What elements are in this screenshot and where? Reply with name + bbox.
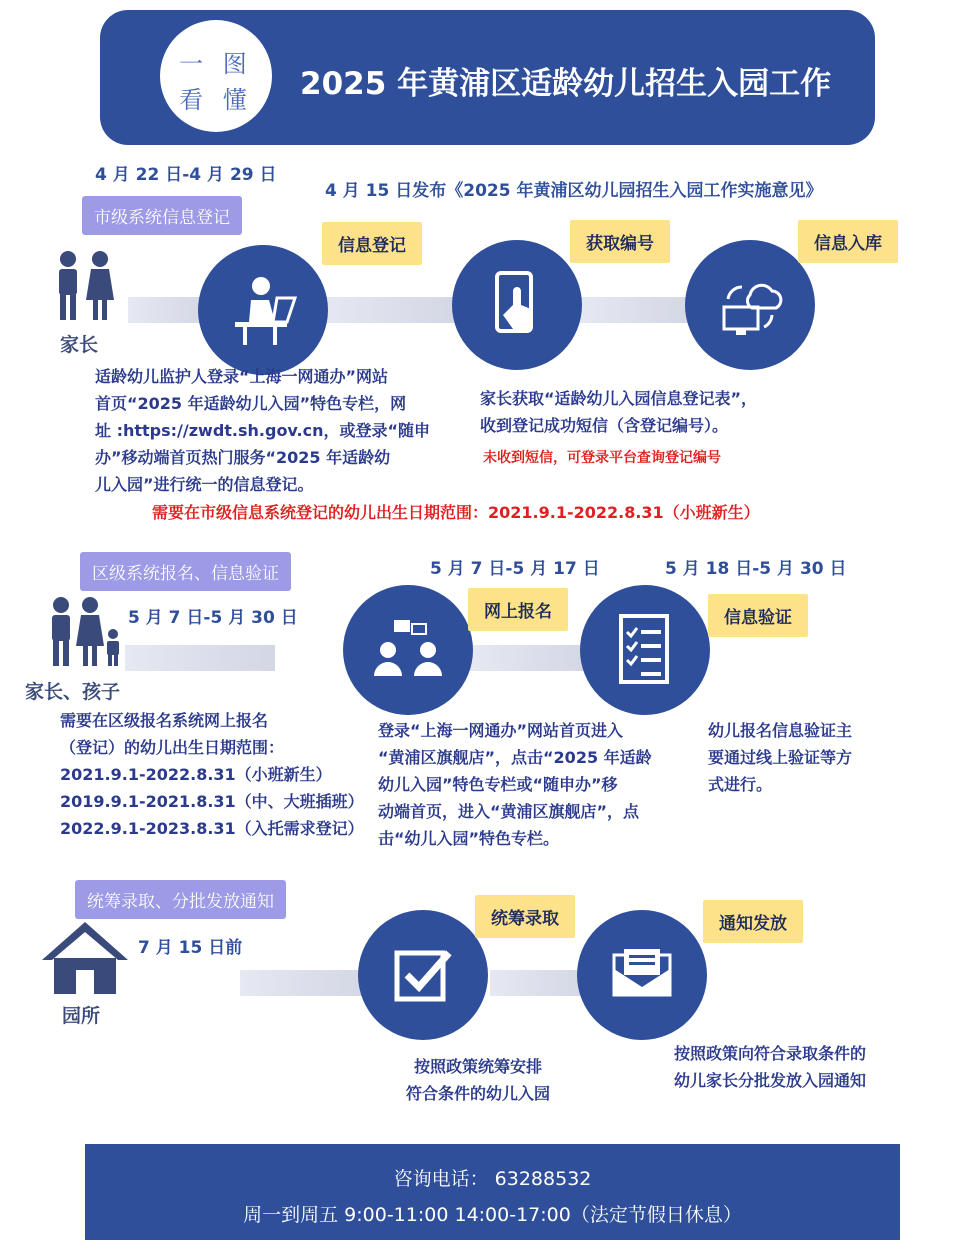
step-info-register: 信息登记 bbox=[322, 222, 422, 265]
cloud-sync-icon bbox=[710, 265, 790, 345]
badge-line1: 一 图 bbox=[179, 50, 253, 78]
flow-arrow bbox=[575, 297, 695, 323]
text-line: 击“幼儿入园”特色专栏。 bbox=[378, 829, 560, 848]
section2-tag: 区级系统报名、信息验证 bbox=[80, 552, 291, 591]
text-line: “黄浦区旗舰店”，点击“2025 年适龄 bbox=[378, 748, 652, 767]
text-line: 适龄幼儿监护人登录“上海一网通办”网站 bbox=[95, 367, 389, 386]
cloud-circle bbox=[685, 240, 815, 370]
checklist-icon bbox=[605, 610, 685, 690]
text-line: 登录“上海一网通办”网站首页进入 bbox=[378, 721, 624, 740]
flow-arrow bbox=[470, 645, 590, 671]
section1-date: 4 月 22 日-4 月 29 日 bbox=[95, 165, 277, 185]
section2-actor: 家长、孩子 bbox=[25, 681, 121, 703]
section1-note: 未收到短信，可登录平台查询登记编号 bbox=[483, 450, 721, 466]
text-line: 式进行。 bbox=[708, 775, 773, 794]
phone-circle bbox=[452, 240, 582, 370]
text-line: 按照政策统筹安排 bbox=[414, 1057, 543, 1076]
section1-desc-left bbox=[95, 363, 430, 498]
text-line: 符合条件的幼儿入园 bbox=[406, 1084, 551, 1103]
section3-desc-right bbox=[674, 1040, 866, 1094]
section3-tag: 统筹录取、分批发放通知 bbox=[75, 880, 286, 919]
text-line: 首页“2025 年适龄幼儿入园”特色专栏，网 bbox=[95, 394, 407, 413]
badge-line2: 看 懂 bbox=[179, 86, 253, 114]
text-line: 幼儿报名信息验证主 bbox=[708, 721, 853, 740]
text-line: 址 :https://zwdt.sh.gov.cn，或登录“随申 bbox=[95, 421, 431, 440]
section3-actor: 园所 bbox=[62, 1005, 101, 1027]
text-line: 按照政策向符合录取条件的 bbox=[674, 1044, 867, 1063]
step-info-store: 信息入库 bbox=[798, 220, 898, 263]
text-line: 幼儿家长分批发放入园通知 bbox=[674, 1071, 867, 1090]
step-admission: 统筹录取 bbox=[475, 895, 575, 938]
text-line: 动端首页，进入“黄浦区旗舰店”，点 bbox=[378, 802, 640, 821]
text-line: 需要在区级报名系统网上报名 bbox=[60, 711, 269, 730]
text-line: 要通过线上验证等方 bbox=[708, 748, 853, 767]
admit-circle bbox=[358, 910, 488, 1040]
checklist-circle bbox=[580, 585, 710, 715]
notice-circle bbox=[577, 910, 707, 1040]
section1-desc-mid bbox=[480, 385, 757, 439]
footer-hours: 周一到周五 9:00-11:00 14:00-17:00（法定节假日休息） bbox=[243, 1204, 742, 1226]
section3-date: 7 月 15 日前 bbox=[138, 938, 243, 958]
text-line: 2022.9.1-2023.8.31（入托需求登记） bbox=[60, 819, 364, 838]
envelope-icon bbox=[602, 935, 682, 1015]
section2-desc-left bbox=[60, 707, 364, 842]
checkbox-icon bbox=[383, 935, 463, 1015]
section3-desc-mid bbox=[406, 1053, 550, 1107]
text-line: 收到登记成功短信（含登记编号）。 bbox=[480, 416, 729, 435]
section2-date: 5 月 7 日-5 月 30 日 bbox=[128, 608, 298, 628]
text-line: 2021.9.1-2022.8.31（小班新生） bbox=[60, 765, 332, 784]
flow-arrow bbox=[125, 645, 275, 671]
parents-icon bbox=[50, 250, 120, 329]
badge-circle bbox=[160, 20, 272, 132]
flow-arrow bbox=[240, 970, 370, 996]
step-notify: 通知发放 bbox=[703, 900, 803, 943]
text-line: 幼儿入园”特色专栏或“随申办”移 bbox=[378, 775, 618, 794]
text-line: 办”移动端首页热门服务“2025 年适龄幼 bbox=[95, 448, 391, 467]
footer-banner bbox=[85, 1144, 900, 1240]
family-icon bbox=[45, 596, 125, 675]
register-circle bbox=[198, 245, 328, 375]
text-line: （登记）的幼儿出生日期范围： bbox=[60, 738, 285, 757]
step-online-apply: 网上报名 bbox=[468, 588, 568, 631]
text-line: 儿入园”进行统一的信息登记。 bbox=[95, 475, 314, 494]
section1-range: 需要在市级信息系统登记的幼儿出生日期范围：2021.9.1-2022.8.31（小班新生） bbox=[152, 503, 760, 522]
chat-circle bbox=[343, 585, 473, 715]
house-icon bbox=[40, 918, 130, 1000]
section2-date-step2: 5 月 18 日-5 月 30 日 bbox=[665, 559, 847, 579]
computer-user-icon bbox=[223, 270, 303, 350]
footer-phone: 咨询电话： 63288532 bbox=[393, 1168, 592, 1190]
page-title: 2025 年黄浦区适龄幼儿招生入园工作 bbox=[300, 66, 832, 102]
flow-arrow bbox=[128, 297, 208, 323]
section2-desc-right bbox=[708, 717, 852, 798]
flow-arrow bbox=[490, 970, 590, 996]
smartphone-icon bbox=[477, 265, 557, 345]
section1-tag: 市级系统信息登记 bbox=[82, 196, 242, 235]
text-line: 家长获取“适龄幼儿入园信息登记表”， bbox=[480, 389, 758, 408]
section2-desc-mid bbox=[378, 717, 652, 852]
section1-announce: 4 月 15 日发布《2025 年黄浦区幼儿园招生入园工作实施意见》 bbox=[325, 181, 823, 201]
step-get-number: 获取编号 bbox=[570, 220, 670, 263]
section1-actor: 家长 bbox=[60, 334, 99, 356]
flow-arrow bbox=[320, 297, 460, 323]
section2-date-step1: 5 月 7 日-5 月 17 日 bbox=[430, 559, 600, 579]
step-info-verify: 信息验证 bbox=[708, 594, 808, 637]
text-line: 2019.9.1-2021.8.31（中、大班插班） bbox=[60, 792, 364, 811]
people-chat-icon bbox=[368, 610, 448, 690]
